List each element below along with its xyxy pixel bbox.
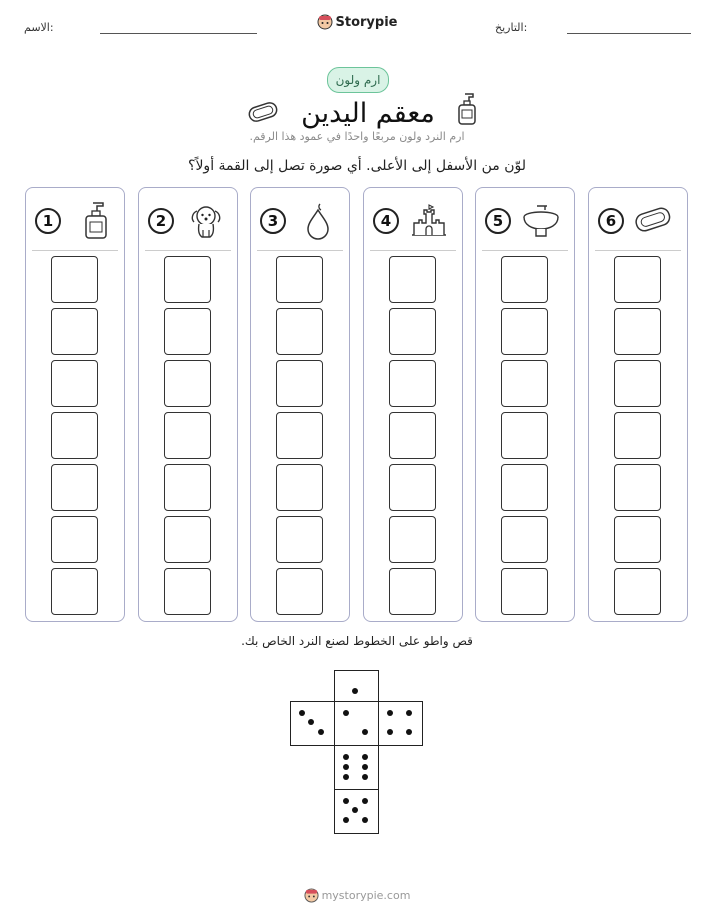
- color-box[interactable]: [614, 464, 661, 511]
- die-pip: [387, 729, 393, 735]
- cut-instruction: قص واطو على الخطوط لصنع النرد الخاص بك.: [241, 634, 473, 648]
- color-box[interactable]: [501, 516, 548, 563]
- color-box[interactable]: [501, 412, 548, 459]
- die-face-4: [378, 701, 423, 746]
- color-box[interactable]: [51, 464, 98, 511]
- column-number: 6: [598, 208, 624, 234]
- color-box[interactable]: [614, 568, 661, 615]
- die-pip: [406, 729, 412, 735]
- column-number: 1: [35, 208, 61, 234]
- color-box[interactable]: [501, 360, 548, 407]
- die-pip: [343, 774, 349, 780]
- color-box[interactable]: [276, 568, 323, 615]
- storypie-mascot-icon: [304, 888, 319, 903]
- subtitle: ارم النرد ولون مربعًا واحدًا في عمود هذا الرقم.: [249, 130, 465, 143]
- color-box[interactable]: [276, 464, 323, 511]
- color-box[interactable]: [389, 464, 436, 511]
- die-pip: [308, 719, 314, 725]
- column-1: [25, 187, 125, 622]
- color-box[interactable]: [389, 516, 436, 563]
- color-box[interactable]: [501, 308, 548, 355]
- color-box[interactable]: [389, 412, 436, 459]
- color-box[interactable]: [501, 464, 548, 511]
- droplet-icon: [303, 200, 333, 240]
- date-label: التاريخ:: [495, 21, 528, 34]
- color-box[interactable]: [51, 360, 98, 407]
- die-pip: [343, 710, 349, 716]
- die-pip: [318, 729, 324, 735]
- column-divider: [257, 250, 343, 251]
- instruction: لوّن من الأسفل إلى الأعلى. أي صورة تصل إلى القمة أولاً؟: [188, 158, 526, 174]
- column-number: 4: [373, 208, 399, 234]
- die-face-5: [334, 789, 379, 834]
- color-box[interactable]: [51, 516, 98, 563]
- brand-logo: [0, 14, 714, 30]
- column-3: [250, 187, 350, 622]
- color-box[interactable]: [164, 256, 211, 303]
- die-pip: [343, 764, 349, 770]
- die-pip: [362, 817, 368, 823]
- column-divider: [145, 250, 231, 251]
- color-box[interactable]: [276, 360, 323, 407]
- name-line: [100, 33, 257, 34]
- page-title-text: معقم اليدين: [301, 98, 435, 129]
- date-line: [567, 33, 691, 34]
- column-number: 2: [148, 208, 174, 234]
- die-pip: [362, 729, 368, 735]
- column-6: [588, 187, 688, 622]
- hand-sanitizer-pump-icon: [81, 200, 111, 240]
- color-box[interactable]: [389, 568, 436, 615]
- puppy-icon: [187, 202, 225, 240]
- page-title: [0, 92, 714, 129]
- color-box[interactable]: [164, 360, 211, 407]
- soap-bar-icon: [633, 205, 673, 235]
- footer: [0, 888, 714, 903]
- color-box[interactable]: [51, 412, 98, 459]
- name-label: الاسم:: [24, 21, 54, 34]
- color-box[interactable]: [276, 412, 323, 459]
- sink-icon: [521, 202, 561, 238]
- color-box[interactable]: [164, 308, 211, 355]
- die-face-6: [334, 745, 379, 790]
- color-box[interactable]: [614, 256, 661, 303]
- sandcastle-icon: [409, 204, 449, 238]
- color-box[interactable]: [276, 516, 323, 563]
- color-box[interactable]: [164, 412, 211, 459]
- die-pip: [362, 798, 368, 804]
- color-box[interactable]: [501, 256, 548, 303]
- column-divider: [482, 250, 568, 251]
- die-pip: [406, 710, 412, 716]
- die-pip: [362, 754, 368, 760]
- color-box[interactable]: [389, 256, 436, 303]
- die-pip: [387, 710, 393, 716]
- die-face-2: [334, 701, 379, 746]
- footer-url[interactable]: mystorypie.com: [321, 889, 411, 902]
- color-box[interactable]: [614, 412, 661, 459]
- column-number: 5: [485, 208, 511, 234]
- column-number: 3: [260, 208, 286, 234]
- column-divider: [370, 250, 456, 251]
- color-box[interactable]: [389, 360, 436, 407]
- die-pip: [299, 710, 305, 716]
- color-box[interactable]: [164, 568, 211, 615]
- column-4: [363, 187, 463, 622]
- storypie-mascot-icon: [317, 14, 333, 30]
- column-2: [138, 187, 238, 622]
- color-box[interactable]: [51, 308, 98, 355]
- color-box[interactable]: [276, 308, 323, 355]
- color-box[interactable]: [164, 464, 211, 511]
- die-pip: [362, 764, 368, 770]
- activity-badge: ارم ولون: [327, 67, 389, 93]
- color-box[interactable]: [614, 308, 661, 355]
- die-face-3: [290, 701, 335, 746]
- die-pip: [352, 688, 358, 694]
- die-pip: [343, 817, 349, 823]
- die-pip: [352, 807, 358, 813]
- color-box[interactable]: [51, 568, 98, 615]
- color-box[interactable]: [276, 256, 323, 303]
- soap-bar-icon: [246, 100, 280, 124]
- color-box[interactable]: [164, 516, 211, 563]
- die-pip: [343, 798, 349, 804]
- brand-name: Storypie: [335, 15, 398, 30]
- color-box[interactable]: [51, 256, 98, 303]
- die-pip: [343, 754, 349, 760]
- die-pip: [362, 774, 368, 780]
- color-box[interactable]: [389, 308, 436, 355]
- column-divider: [595, 250, 681, 251]
- column-divider: [32, 250, 118, 251]
- color-box[interactable]: [501, 568, 548, 615]
- hand-sanitizer-pump-icon: [456, 92, 478, 126]
- color-box[interactable]: [614, 516, 661, 563]
- column-5: [475, 187, 575, 622]
- color-box[interactable]: [614, 360, 661, 407]
